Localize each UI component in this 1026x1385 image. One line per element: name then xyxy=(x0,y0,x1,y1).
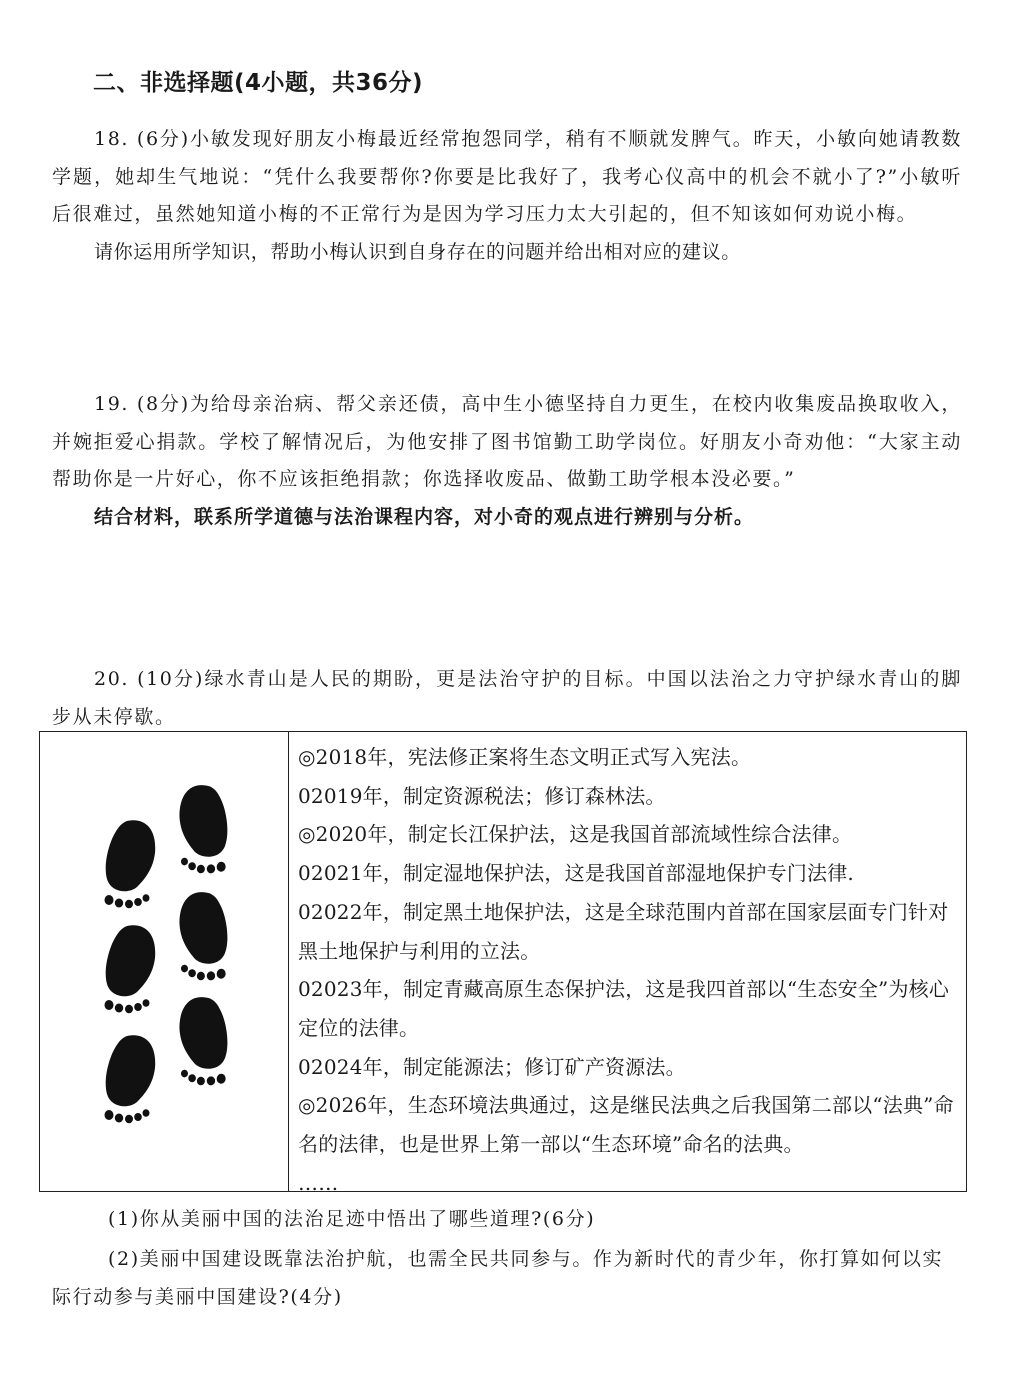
law-timeline-table xyxy=(39,731,967,1195)
law-timeline-list xyxy=(298,738,962,1202)
section-title: 二、非选择题(4小题，共36分) xyxy=(93,70,424,96)
timeline-item-2019: 02019年，制定资源税法；修订森林法。 xyxy=(298,783,666,808)
timeline-item-2023: 02023年，制定青藏高原生态保护法，这是我四首部以“生态安全”为核心定位的法律。 xyxy=(298,977,950,1040)
timeline-item-2020: ◎2020年，制定长江保护法，这是我国首部流域性综合法律。 xyxy=(298,822,853,847)
timeline-item-2021: 02021年，制定湿地保护法，这是我国首部湿地保护专门法律. xyxy=(298,861,854,886)
question-18-text: 18. (6分)小敏发现好朋友小梅最近经常抱怨同学，稍有不顺就发脾气。昨天，小敏向她请教数学题，她却生气地说：“凭什么我要帮你?你要是比我好了，我考心仪高中的机会不就小了?”小敏听后很难过，虽然她知道小梅的不正常行为是因为学习压力太大引起的，但不知该如何劝说小梅。 xyxy=(52,128,962,225)
question-18 xyxy=(52,121,962,271)
timeline-item-2024: 02024年，制定能源法；修订矿产资源法。 xyxy=(298,1054,686,1079)
question-18-prompt: 请你运用所学知识，帮助小梅认识到自身存在的问题并给出相对应的建议。 xyxy=(94,240,741,263)
question-20-subquestions xyxy=(52,1200,962,1316)
question-19-prompt: 结合材料，联系所学道德与法治课程内容，对小奇的观点进行辨别与分析。 xyxy=(94,505,755,528)
timeline-ellipsis: …… xyxy=(298,1170,339,1195)
question-19-text: 19. (8分)为给母亲治病、帮父亲还债，高中生小德坚持自力更生，在校内收集废品换取收入，并婉拒爱心捐款。学校了解情况后，为他安排了图书馆勤工助学岗位。好朋友小奇劝他：“大家主动帮助你是一片好心，你不应该拒绝捐款；你选择收废品、做勤工助学根本没必要。” xyxy=(52,393,962,490)
timeline-item-2018: ◎2018年，宪法修正案将生态文明正式写入宪法。 xyxy=(298,745,752,769)
timeline-item-2026: ◎2026年，生态环境法典通过，这是继民法典之后我国第二部以“法典”命名的法律，也是世界上第一部以“生态环境”命名的法典。 xyxy=(298,1093,954,1157)
timeline-item-2022: 02022年，制定黑土地保护法，这是全球范围内首部在国家层面专门针对黑土地保护与利用的立法。 xyxy=(298,899,949,963)
question-20-text: 20. (10分)绿水青山是人民的期盼，更是法治守护的目标。中国以法治之力守护绿水青山的脚步从未停歇。 xyxy=(52,668,962,728)
footprints-cell xyxy=(40,732,289,1191)
question-20-sub2: (2)美丽中国建设既靠法治护航，也需全民共同参与。作为新时代的青少年，你打算如何以实际行动参与美丽中国建设?(4分) xyxy=(52,1248,944,1308)
footprints-icon xyxy=(95,777,235,1137)
question-20 xyxy=(52,661,962,736)
question-20-sub1: (1)你从美丽中国的法治足迹中悟出了哪些道理?(6分) xyxy=(108,1208,596,1230)
question-19 xyxy=(52,386,962,536)
